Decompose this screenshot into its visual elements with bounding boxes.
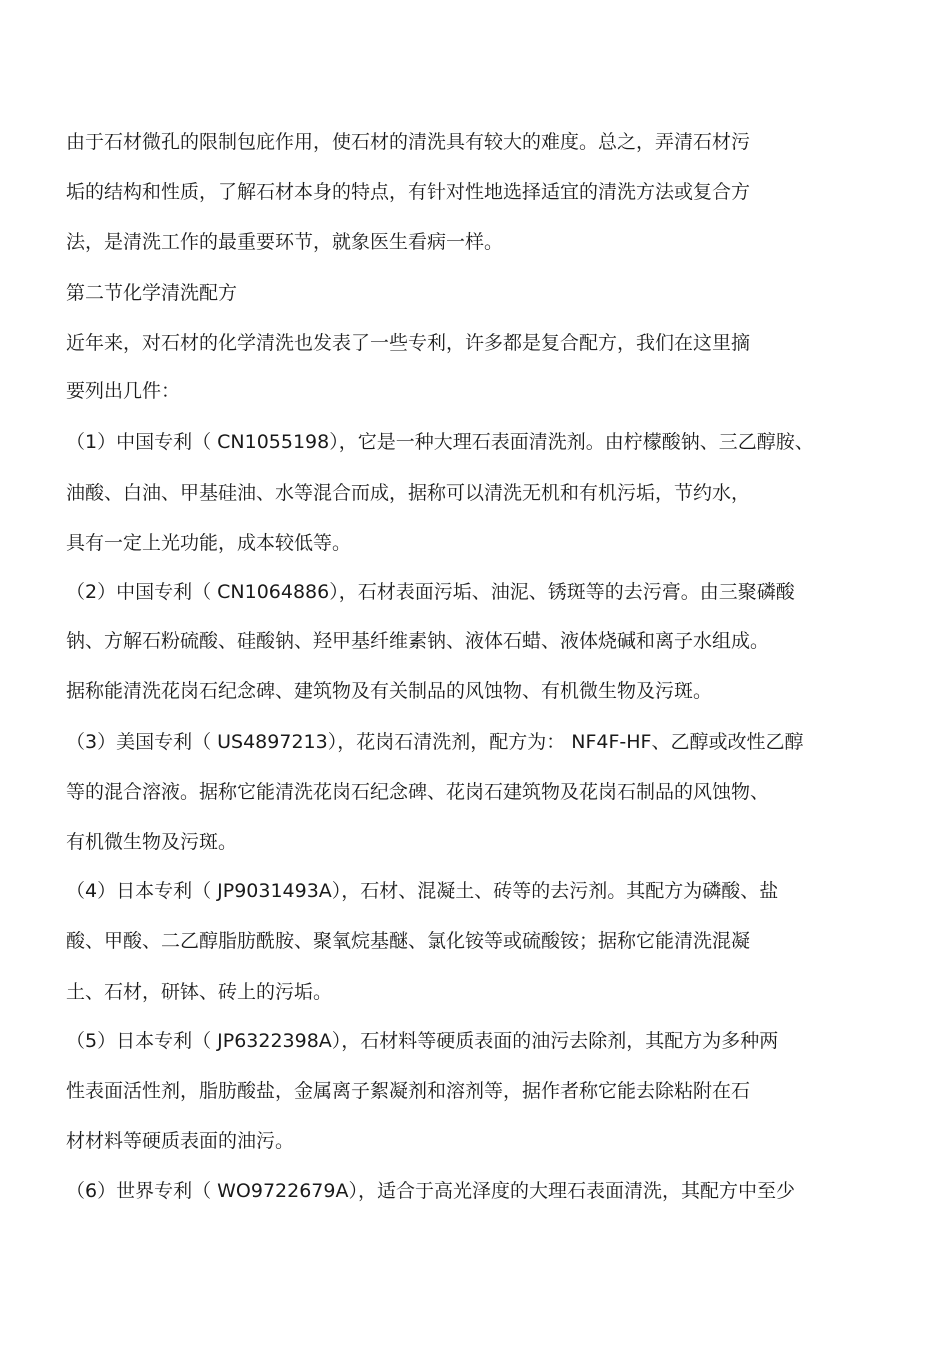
text-line: 等的混合溶液。据称它能清洗花岗石纪念碑、花岗石建筑物及花岗石制品的风蚀物、	[66, 781, 770, 803]
text-line: 性表面活性剂，脂肪酸盐，金属离子絮凝剂和溶剂等，据作者称它能去除粘附在石	[66, 1080, 751, 1102]
text-line: 有机微生物及污斑。	[66, 831, 238, 853]
text-line: 由于石材微孔的限制包庇作用，使石材的清洗具有较大的难度。总之，弄清石材污	[66, 131, 751, 153]
section-heading: 第二节化学清洗配方	[66, 282, 238, 304]
text-line: 近年来，对石材的化学清洗也发表了一些专利，许多都是复合配方，我们在这里摘	[66, 332, 751, 354]
text-line: （5）日本专利（ JP6322398A），石材料等硬质表面的油污去除剂，其配方为多种两	[66, 1030, 779, 1052]
text-line: 法，是清洗工作的最重要环节，就象医生看病一样。	[66, 231, 504, 253]
text-line: 具有一定上光功能，成本较低等。	[66, 532, 352, 554]
text-line: （1）中国专利（ CN1055198），它是一种大理石表面清洗剂。由柠檬酸钠、三乙醇胺、	[66, 431, 814, 453]
text-line: 土、石材，研钵、砖上的污垢。	[66, 981, 333, 1003]
text-line: （6）世界专利（ WO9722679A），适合于高光泽度的大理石表面清洗，其配方中至少	[66, 1180, 795, 1202]
text-line: 酸、甲酸、二乙醇脂肪酰胺、聚氧烷基醚、氯化铵等或硫酸铵；据称它能清洗混凝	[66, 930, 751, 952]
text-line: （4）日本专利（ JP9031493A），石材、混凝土、砖等的去污剂。其配方为磷酸、盐	[66, 880, 779, 902]
text-line: 要列出几件：	[66, 380, 181, 402]
text-line: （2）中国专利（ CN1064886），石材表面污垢、油泥、锈斑等的去污膏。由三聚磷酸	[66, 581, 795, 603]
text-line: 据称能清洗花岗石纪念碑、建筑物及有关制品的风蚀物、有机微生物及污斑。	[66, 680, 713, 702]
text-line: 油酸、白油、甲基硅油、水等混合而成，据称可以清洗无机和有机污垢，节约水，	[66, 482, 751, 504]
text-line: 垢的结构和性质，了解石材本身的特点，有针对性地选择适宜的清洗方法或复合方	[66, 181, 751, 203]
text-line: 钠、方解石粉硫酸、硅酸钠、羟甲基纤维素钠、液体石蜡、液体烧碱和离子水组成。	[66, 630, 770, 652]
text-line: （3）美国专利（ US4897213），花岗石清洗剂，配方为： NF4F-HF、乙醇或改性乙醇	[66, 731, 804, 753]
text-line: 材材料等硬质表面的油污。	[66, 1130, 295, 1152]
